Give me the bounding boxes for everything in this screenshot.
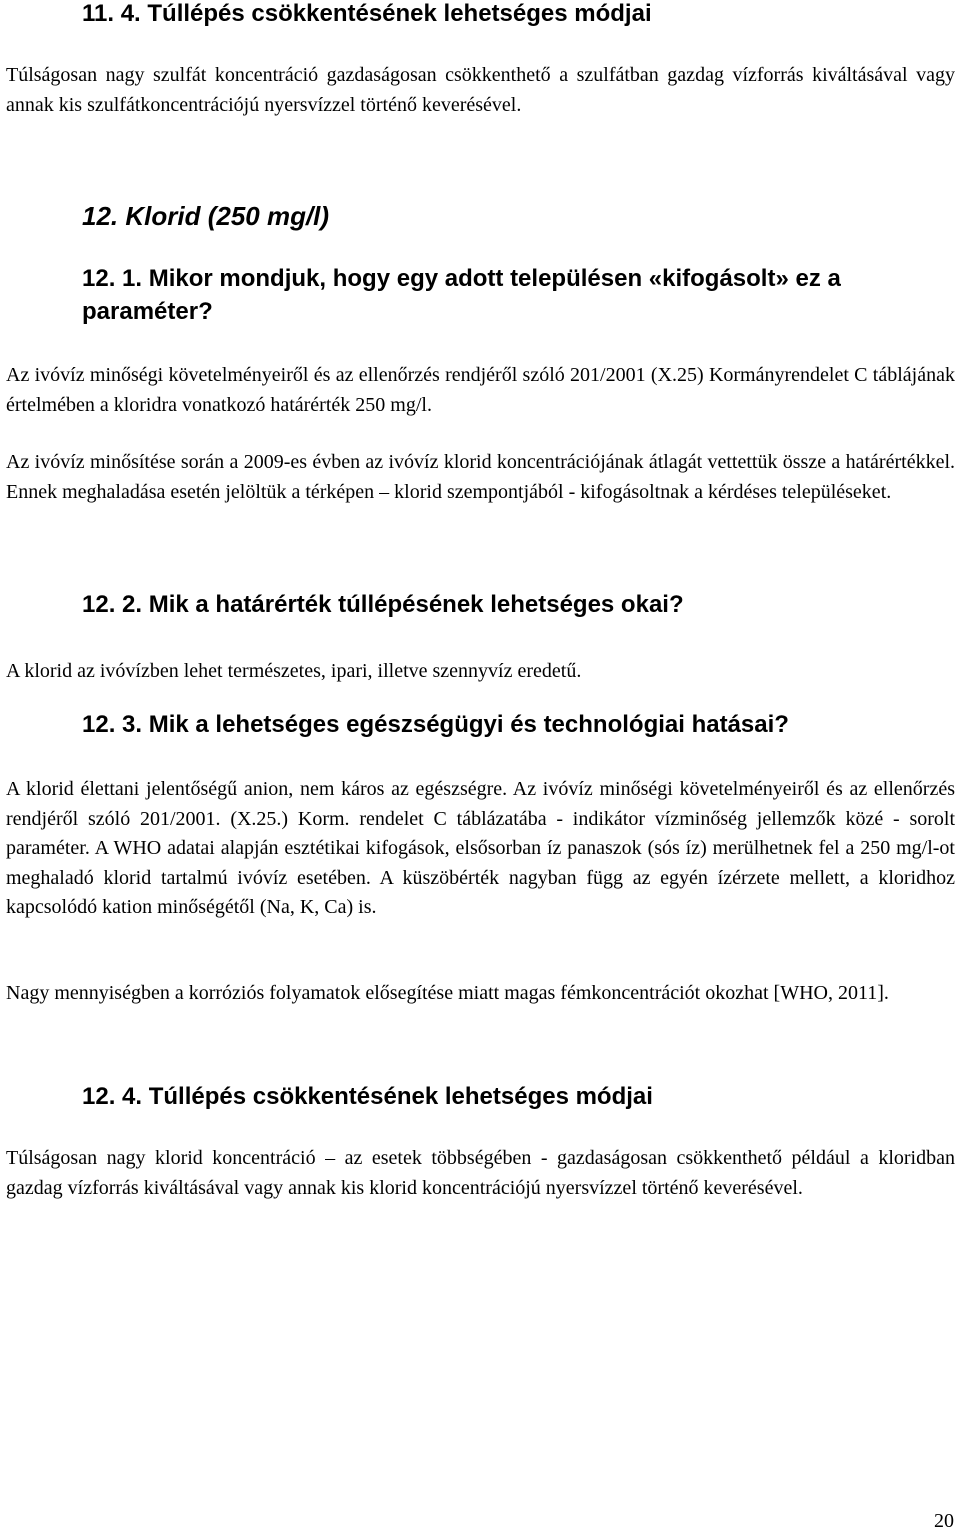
paragraph-corrosion: Nagy mennyiségben a korróziós folyamatok elősegítése miatt magas fémkoncentrációt okozhat [WHO, 2011].	[6, 982, 889, 1004]
paragraph-limit-value: Az ivóvíz minőségi követelményeiről és az ellenőrzés rendjéről szóló 201/2001 (X.25) Kormányrendelet C táblájának értelmében a kloridra vonatkozó határérték 250 mg/l.	[6, 364, 955, 416]
section-heading-12-1: 12. 1. Mikor mondjuk, hogy egy adott településen «kifogásolt» ez a paraméter?	[82, 265, 841, 325]
section-heading-12-2: 12. 2. Mik a határérték túllépésének lehetséges okai?	[82, 591, 684, 618]
paragraph-chloride-reduction: Túlságosan nagy klorid koncentráció – az esetek többségében - gazdaságosan csökkenthető például a kloridban gazdag vízforrás kiváltásával vagy annak kis klorid koncentrációjú nyersvízzel történő keverésével.	[6, 1147, 955, 1199]
page-number: 20	[934, 1510, 954, 1532]
section-heading-12-4: 12. 4. Túllépés csökkentésének lehetséges módjai	[82, 1083, 653, 1110]
paragraph-evaluation-method: Az ivóvíz minősítése során a 2009-es évben az ivóvíz klorid koncentrációjának átlagát vettettük össze a határértékkel. Ennek meghaladása esetén jelöltük a térképen – klorid szempontjából - kifogásoltnak a kérdéses településeket.	[6, 451, 955, 503]
paragraph-sulfate-reduction: Túlságosan nagy szulfát koncentráció gazdaságosan csökkenthető a szulfátban gazdag vízforrás kiváltásával vagy annak kis szulfátkoncentrációjú nyersvízzel történő keverésével.	[6, 64, 955, 116]
paragraph-chloride-origin: A klorid az ivóvízben lehet természetes, ipari, illetve szennyvíz eredetű.	[6, 660, 582, 682]
section-heading-11-4: 11. 4. Túllépés csökkentésének lehetséges módjai	[82, 0, 652, 27]
chapter-heading-chloride: 12. Klorid (250 mg/l)	[82, 201, 330, 231]
paragraph-health-effects: A klorid élettani jelentőségű anion, nem káros az egészségre. Az ivóvíz minőségi követelményeiről és az ellenőrzés rendjéről szóló 201/2001. (X.25.) Korm. rendelet C táblázatába - indikátor vízminőség jellemzők közé - sorolt paraméter. A WHO adatai alapján esztétikai kifogások, elsősorban íz panaszok (sós íz) merülhetnek fel a 250 mg/l-ot meghaladó klorid tartalmú ivóvíz esetében. A küszöbérték nagyban függ az egyén ízérzete mellett, a kloridhoz kapcsolódó kation minőségétől (Na, K, Ca) is.	[6, 778, 955, 918]
section-heading-12-3: 12. 3. Mik a lehetséges egészségügyi és technológiai hatásai?	[82, 711, 789, 738]
